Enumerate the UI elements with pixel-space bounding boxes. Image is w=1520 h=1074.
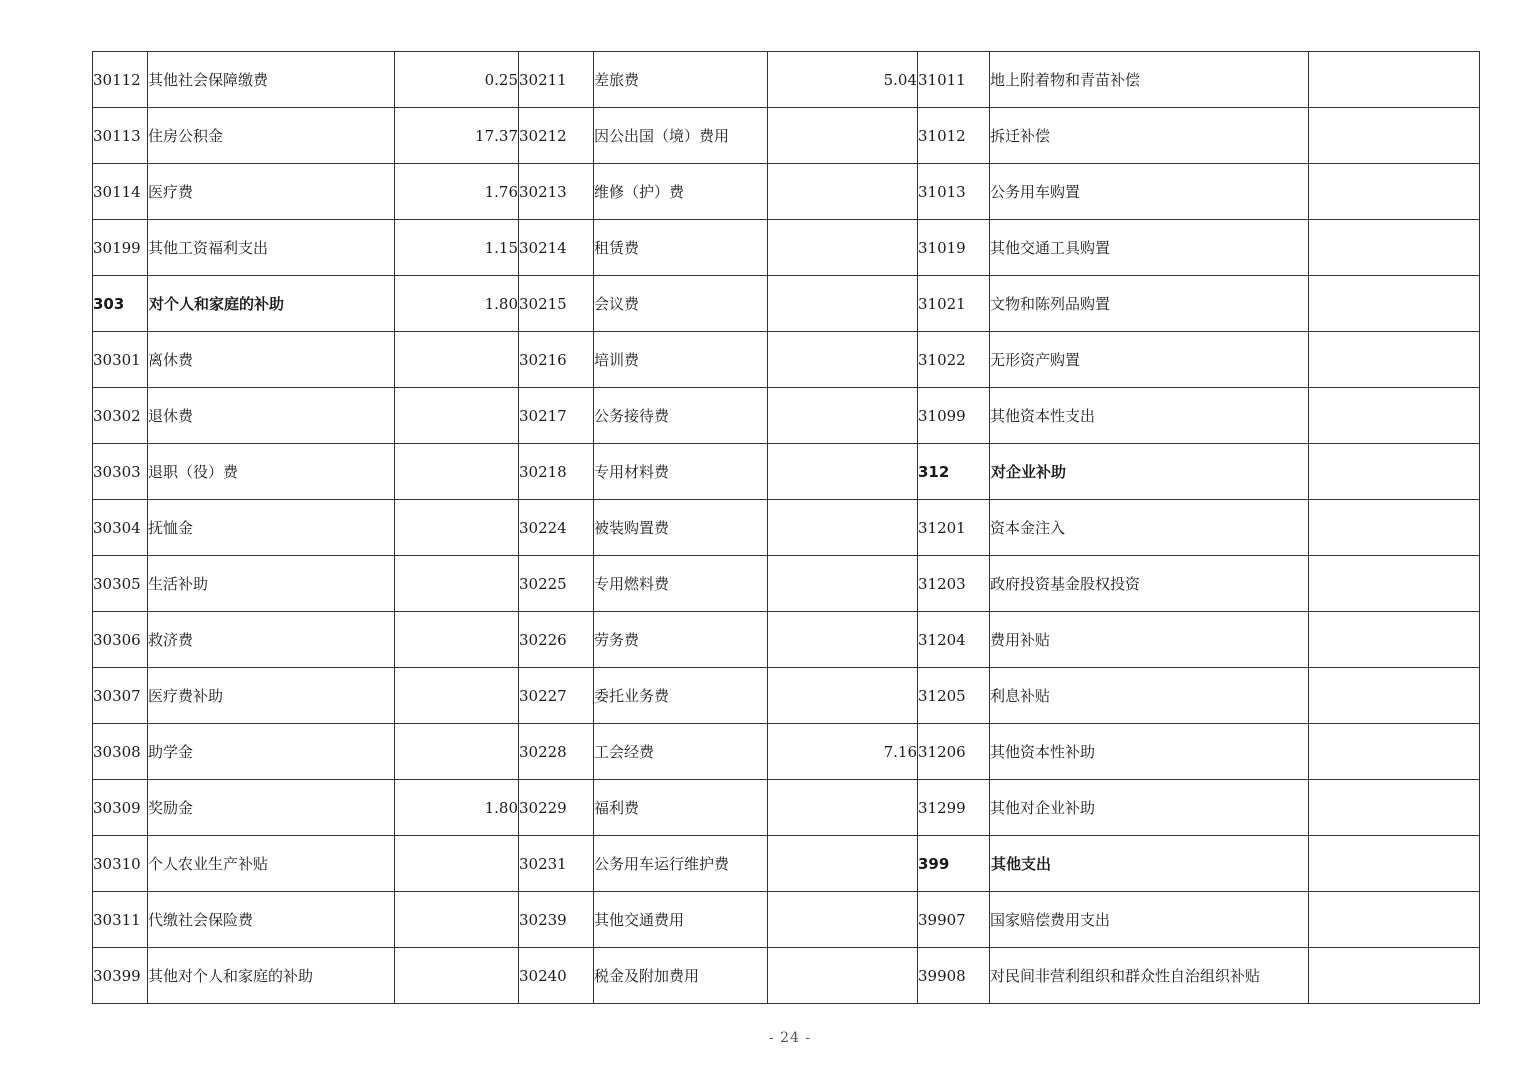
name-cell: 其他工资福利支出 bbox=[148, 220, 395, 276]
table-row bbox=[93, 836, 1480, 892]
code-cell: 303 bbox=[93, 276, 148, 332]
amount-cell bbox=[1309, 668, 1480, 724]
table-row bbox=[93, 892, 1480, 948]
code-cell: 31203 bbox=[918, 556, 990, 612]
amount-cell bbox=[768, 668, 918, 724]
name-cell: 其他支出 bbox=[990, 836, 1309, 892]
code-cell: 30310 bbox=[93, 836, 148, 892]
amount-cell bbox=[1309, 444, 1480, 500]
name-cell: 其他交通费用 bbox=[594, 892, 768, 948]
name-cell: 退休费 bbox=[148, 388, 395, 444]
amount-cell bbox=[1309, 332, 1480, 388]
name-cell: 医疗费 bbox=[148, 164, 395, 220]
name-cell: 奖励金 bbox=[148, 780, 395, 836]
amount-cell: 17.37 bbox=[395, 108, 519, 164]
name-cell: 其他对企业补助 bbox=[990, 780, 1309, 836]
table-row bbox=[93, 724, 1480, 780]
code-cell: 30306 bbox=[93, 612, 148, 668]
code-cell: 31012 bbox=[918, 108, 990, 164]
code-cell: 30211 bbox=[519, 52, 594, 108]
amount-cell bbox=[768, 836, 918, 892]
amount-cell bbox=[395, 388, 519, 444]
name-cell: 救济费 bbox=[148, 612, 395, 668]
amount-cell bbox=[1309, 836, 1480, 892]
amount-cell bbox=[768, 276, 918, 332]
code-cell: 30231 bbox=[519, 836, 594, 892]
code-cell: 30305 bbox=[93, 556, 148, 612]
amount-cell: 0.25 bbox=[395, 52, 519, 108]
amount-cell: 1.76 bbox=[395, 164, 519, 220]
amount-cell bbox=[768, 332, 918, 388]
name-cell: 国家赔偿费用支出 bbox=[990, 892, 1309, 948]
amount-cell bbox=[395, 500, 519, 556]
name-cell: 劳务费 bbox=[594, 612, 768, 668]
name-cell: 地上附着物和青苗补偿 bbox=[990, 52, 1309, 108]
table-row bbox=[93, 500, 1480, 556]
code-cell: 30218 bbox=[519, 444, 594, 500]
name-cell: 维修（护）费 bbox=[594, 164, 768, 220]
amount-cell bbox=[768, 388, 918, 444]
code-cell: 30227 bbox=[519, 668, 594, 724]
name-cell: 政府投资基金股权投资 bbox=[990, 556, 1309, 612]
name-cell: 对民间非营利组织和群众性自治组织补贴 bbox=[990, 948, 1309, 1004]
code-cell: 30216 bbox=[519, 332, 594, 388]
code-cell: 30308 bbox=[93, 724, 148, 780]
code-cell: 30239 bbox=[519, 892, 594, 948]
table-row bbox=[93, 220, 1480, 276]
budget-table bbox=[92, 51, 1480, 1004]
amount-cell: 5.04 bbox=[768, 52, 918, 108]
table-body bbox=[93, 52, 1480, 1004]
amount-cell: 1.80 bbox=[395, 276, 519, 332]
amount-cell bbox=[1309, 724, 1480, 780]
name-cell: 会议费 bbox=[594, 276, 768, 332]
name-cell: 个人农业生产补贴 bbox=[148, 836, 395, 892]
name-cell: 利息补贴 bbox=[990, 668, 1309, 724]
name-cell: 对企业补助 bbox=[990, 444, 1309, 500]
name-cell: 文物和陈列品购置 bbox=[990, 276, 1309, 332]
table-row bbox=[93, 276, 1480, 332]
name-cell: 因公出国（境）费用 bbox=[594, 108, 768, 164]
name-cell: 其他社会保障缴费 bbox=[148, 52, 395, 108]
code-cell: 31299 bbox=[918, 780, 990, 836]
name-cell: 委托业务费 bbox=[594, 668, 768, 724]
amount-cell: 1.80 bbox=[395, 780, 519, 836]
name-cell: 医疗费补助 bbox=[148, 668, 395, 724]
name-cell: 其他资本性补助 bbox=[990, 724, 1309, 780]
amount-cell bbox=[1309, 892, 1480, 948]
name-cell: 差旅费 bbox=[594, 52, 768, 108]
table-row bbox=[93, 444, 1480, 500]
code-cell: 30307 bbox=[93, 668, 148, 724]
name-cell: 对个人和家庭的补助 bbox=[148, 276, 395, 332]
page-number: - 24 - bbox=[768, 1030, 812, 1046]
amount-cell bbox=[395, 948, 519, 1004]
amount-cell bbox=[768, 780, 918, 836]
name-cell: 培训费 bbox=[594, 332, 768, 388]
code-cell: 31201 bbox=[918, 500, 990, 556]
code-cell: 30225 bbox=[519, 556, 594, 612]
code-cell: 31204 bbox=[918, 612, 990, 668]
amount-cell bbox=[1309, 780, 1480, 836]
code-cell: 39907 bbox=[918, 892, 990, 948]
amount-cell bbox=[395, 836, 519, 892]
table-row bbox=[93, 388, 1480, 444]
amount-cell bbox=[768, 948, 918, 1004]
code-cell: 30399 bbox=[93, 948, 148, 1004]
amount-cell bbox=[768, 500, 918, 556]
amount-cell bbox=[395, 612, 519, 668]
amount-cell bbox=[768, 220, 918, 276]
amount-cell bbox=[768, 444, 918, 500]
name-cell: 工会经费 bbox=[594, 724, 768, 780]
amount-cell bbox=[1309, 164, 1480, 220]
name-cell: 住房公积金 bbox=[148, 108, 395, 164]
amount-cell bbox=[395, 332, 519, 388]
amount-cell bbox=[768, 892, 918, 948]
name-cell: 租赁费 bbox=[594, 220, 768, 276]
table-row bbox=[93, 108, 1480, 164]
name-cell: 其他交通工具购置 bbox=[990, 220, 1309, 276]
name-cell: 助学金 bbox=[148, 724, 395, 780]
code-cell: 30311 bbox=[93, 892, 148, 948]
name-cell: 其他资本性支出 bbox=[990, 388, 1309, 444]
name-cell: 专用材料费 bbox=[594, 444, 768, 500]
name-cell: 资本金注入 bbox=[990, 500, 1309, 556]
code-cell: 30199 bbox=[93, 220, 148, 276]
name-cell: 拆迁补偿 bbox=[990, 108, 1309, 164]
table-row bbox=[93, 668, 1480, 724]
code-cell: 30302 bbox=[93, 388, 148, 444]
amount-cell bbox=[1309, 108, 1480, 164]
amount-cell bbox=[395, 668, 519, 724]
table-row bbox=[93, 332, 1480, 388]
amount-cell bbox=[1309, 556, 1480, 612]
name-cell: 退职（役）费 bbox=[148, 444, 395, 500]
code-cell: 31022 bbox=[918, 332, 990, 388]
table-row bbox=[93, 948, 1480, 1004]
amount-cell bbox=[395, 724, 519, 780]
name-cell: 公务接待费 bbox=[594, 388, 768, 444]
code-cell: 30112 bbox=[93, 52, 148, 108]
table-row bbox=[93, 52, 1480, 108]
code-cell: 30214 bbox=[519, 220, 594, 276]
name-cell: 生活补助 bbox=[148, 556, 395, 612]
name-cell: 被装购置费 bbox=[594, 500, 768, 556]
name-cell: 公务用车购置 bbox=[990, 164, 1309, 220]
code-cell: 30303 bbox=[93, 444, 148, 500]
amount-cell bbox=[1309, 388, 1480, 444]
name-cell: 公务用车运行维护费 bbox=[594, 836, 768, 892]
amount-cell bbox=[768, 556, 918, 612]
amount-cell bbox=[768, 612, 918, 668]
name-cell: 专用燃料费 bbox=[594, 556, 768, 612]
code-cell: 31205 bbox=[918, 668, 990, 724]
table-row bbox=[93, 556, 1480, 612]
code-cell: 39908 bbox=[918, 948, 990, 1004]
amount-cell bbox=[1309, 612, 1480, 668]
code-cell: 312 bbox=[918, 444, 990, 500]
code-cell: 30213 bbox=[519, 164, 594, 220]
code-cell: 399 bbox=[918, 836, 990, 892]
code-cell: 30301 bbox=[93, 332, 148, 388]
amount-cell bbox=[395, 556, 519, 612]
code-cell: 30212 bbox=[519, 108, 594, 164]
amount-cell: 1.15 bbox=[395, 220, 519, 276]
code-cell: 30114 bbox=[93, 164, 148, 220]
table-row bbox=[93, 612, 1480, 668]
code-cell: 30224 bbox=[519, 500, 594, 556]
code-cell: 31011 bbox=[918, 52, 990, 108]
code-cell: 31013 bbox=[918, 164, 990, 220]
table-row bbox=[93, 164, 1480, 220]
code-cell: 31019 bbox=[918, 220, 990, 276]
amount-cell bbox=[395, 444, 519, 500]
amount-cell bbox=[1309, 220, 1480, 276]
name-cell: 代缴社会保险费 bbox=[148, 892, 395, 948]
name-cell: 离休费 bbox=[148, 332, 395, 388]
name-cell: 其他对个人和家庭的补助 bbox=[148, 948, 395, 1004]
amount-cell bbox=[1309, 52, 1480, 108]
amount-cell bbox=[1309, 500, 1480, 556]
code-cell: 30217 bbox=[519, 388, 594, 444]
amount-cell: 7.16 bbox=[768, 724, 918, 780]
name-cell: 抚恤金 bbox=[148, 500, 395, 556]
name-cell: 无形资产购置 bbox=[990, 332, 1309, 388]
code-cell: 30240 bbox=[519, 948, 594, 1004]
name-cell: 费用补贴 bbox=[990, 612, 1309, 668]
amount-cell bbox=[1309, 276, 1480, 332]
amount-cell bbox=[768, 164, 918, 220]
code-cell: 30304 bbox=[93, 500, 148, 556]
code-cell: 31206 bbox=[918, 724, 990, 780]
code-cell: 30229 bbox=[519, 780, 594, 836]
name-cell: 税金及附加费用 bbox=[594, 948, 768, 1004]
name-cell: 福利费 bbox=[594, 780, 768, 836]
code-cell: 30228 bbox=[519, 724, 594, 780]
code-cell: 30226 bbox=[519, 612, 594, 668]
amount-cell bbox=[768, 108, 918, 164]
code-cell: 30215 bbox=[519, 276, 594, 332]
amount-cell bbox=[1309, 948, 1480, 1004]
table-row bbox=[93, 780, 1480, 836]
code-cell: 31099 bbox=[918, 388, 990, 444]
code-cell: 30309 bbox=[93, 780, 148, 836]
code-cell: 30113 bbox=[93, 108, 148, 164]
amount-cell bbox=[395, 892, 519, 948]
code-cell: 31021 bbox=[918, 276, 990, 332]
